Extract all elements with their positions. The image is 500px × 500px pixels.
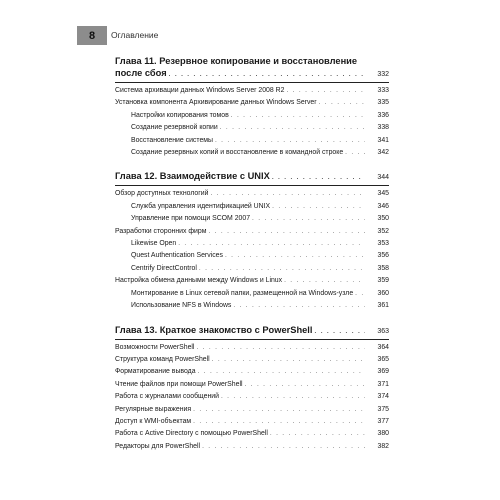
- toc-entry-page: 338: [377, 124, 389, 132]
- toc-entry[interactable]: [115, 201, 389, 213]
- toc-entry[interactable]: [115, 391, 389, 403]
- chapter-title: [115, 324, 389, 338]
- toc-entry-label: Глава 12. Взаимодействие с UNIX: [115, 171, 270, 182]
- toc-entry-label: Использование NFS в Windows: [131, 302, 232, 310]
- toc-entry-label: Управление при помощи SCOM 2007: [131, 215, 251, 223]
- toc-entry-label: Создание резервной копии: [131, 124, 218, 132]
- table-of-contents: [115, 55, 389, 464]
- toc-entry[interactable]: [115, 416, 389, 428]
- chapter-divider: [115, 185, 389, 186]
- toc-entry[interactable]: [115, 97, 389, 109]
- leader-dots: [286, 85, 365, 97]
- leader-dots: [212, 354, 365, 366]
- toc-entry-label: Настройка обмена данными между Windows и Linux: [115, 277, 283, 285]
- toc-entry-label: Глава 13. Краткое знакомство с PowerShell: [115, 324, 313, 335]
- leader-dots: [233, 300, 365, 312]
- toc-entry[interactable]: [115, 300, 389, 312]
- toc-entry-page: 346: [377, 202, 389, 210]
- toc-entry[interactable]: [115, 288, 389, 300]
- chapter-title-line: Глава 11. Резервное копирование и восстановление: [115, 56, 358, 66]
- toc-entry-page: 380: [377, 430, 389, 438]
- leader-dots: [345, 147, 365, 159]
- toc-entry-page: 358: [377, 264, 389, 272]
- leader-dots: [199, 263, 365, 275]
- leader-dots: [272, 201, 365, 213]
- toc-entry-label: Работа с журналами сообщений: [115, 393, 219, 401]
- toc-entry[interactable]: [115, 85, 389, 97]
- toc-entry-page: 352: [377, 227, 389, 235]
- toc-entry[interactable]: [115, 250, 389, 262]
- toc-entry-page: 335: [377, 99, 389, 107]
- toc-entry-label: Обзор доступных технологий: [115, 190, 209, 198]
- toc-entry-page: 365: [377, 355, 389, 363]
- toc-entry-label: после сбоя: [115, 68, 167, 78]
- page-header: [0, 26, 500, 45]
- toc-entry-page: 341: [377, 136, 389, 144]
- toc-entry-label: Монтирование в Linux сетевой папки, размещенной на Windows-узле: [131, 289, 354, 297]
- toc-entry-label: Восстановление системы: [131, 136, 213, 144]
- toc-entry-label: Редакторы для PowerShell: [115, 442, 201, 450]
- leader-dots: [252, 213, 365, 225]
- toc-entry[interactable]: [115, 354, 389, 366]
- toc-entry-page: 350: [377, 215, 389, 223]
- leader-dots: [208, 226, 365, 238]
- running-title: Оглавление: [111, 30, 159, 40]
- toc-entry[interactable]: [115, 263, 389, 275]
- chapter-divider: [115, 82, 389, 83]
- toc-entry[interactable]: [115, 428, 389, 440]
- leader-dots: [272, 172, 365, 184]
- toc-entry-label: Установка компонента Архивирование данных Windows Server: [115, 99, 317, 107]
- toc-entry[interactable]: [115, 170, 389, 184]
- toc-entry-label: Работа с Active Directory с помощью PowerShell: [115, 430, 268, 438]
- toc-entry-page: 333: [377, 87, 389, 94]
- toc-entry[interactable]: [115, 226, 389, 238]
- toc-entry-label: Форматирование вывода: [115, 368, 196, 376]
- leader-dots: [202, 441, 365, 453]
- toc-entry-page: 356: [377, 252, 389, 260]
- toc-entry-page: 342: [377, 149, 389, 157]
- toc-entry-label: Служба управления идентификацией UNIX: [131, 202, 271, 210]
- toc-entry-page: 345: [377, 190, 389, 198]
- toc-entry[interactable]: [115, 147, 389, 159]
- toc-entry-label: Quest Authentication Services: [131, 252, 223, 260]
- toc-entry[interactable]: [115, 135, 389, 147]
- toc-entry-page: 363: [377, 327, 389, 335]
- toc-entry[interactable]: [115, 342, 389, 354]
- toc-entry-page: 374: [377, 393, 389, 401]
- leader-dots: [221, 391, 365, 403]
- toc-entry-label: Создание резервных копий и восстановление в командной строке: [131, 149, 344, 157]
- toc-entry-page: 377: [377, 417, 389, 425]
- toc-entry-page: 382: [377, 442, 389, 450]
- toc-entry[interactable]: [115, 188, 389, 200]
- toc-entry-page: 344: [377, 174, 389, 182]
- leader-dots: [220, 122, 365, 134]
- toc-entry-label: Структура команд PowerShell: [115, 355, 210, 363]
- leader-dots: [193, 404, 365, 416]
- leader-dots: [169, 69, 365, 81]
- leader-dots: [319, 97, 365, 109]
- leader-dots: [314, 326, 365, 338]
- toc-entry-page: 369: [377, 368, 389, 376]
- leader-dots: [284, 275, 365, 287]
- toc-entry-label: Centrify DirectControl: [131, 264, 197, 272]
- chapter-divider: [115, 339, 389, 340]
- toc-entry-page: 371: [377, 380, 389, 388]
- toc-entry[interactable]: [115, 110, 389, 122]
- leader-dots: [210, 188, 365, 200]
- toc-entry-page: 375: [377, 405, 389, 413]
- toc-entry-page: 361: [377, 302, 389, 310]
- chapter-title: [115, 170, 389, 184]
- toc-entry-label: Разработки сторонних фирм: [115, 227, 207, 235]
- chapter-section: [115, 55, 389, 159]
- toc-entry-label: Возможности PowerShell: [115, 343, 195, 351]
- toc-entry[interactable]: [115, 67, 389, 81]
- toc-entry-label: Likewise Open: [131, 240, 177, 248]
- leader-dots: [178, 238, 365, 250]
- toc-entry[interactable]: [115, 441, 389, 453]
- leader-dots: [270, 428, 365, 440]
- toc-entry[interactable]: [115, 275, 389, 287]
- toc-entry-page: 332: [377, 71, 389, 78]
- toc-entry[interactable]: [115, 404, 389, 416]
- leader-dots: [225, 250, 365, 262]
- chapter-section: [115, 324, 389, 454]
- leader-dots: [196, 342, 365, 354]
- toc-entry-label: Система архивации данных Windows Server 2008 R2: [115, 87, 285, 94]
- page-number: 8: [77, 26, 107, 45]
- toc-entry-label: Настройки копирования томов: [131, 111, 229, 119]
- leader-dots: [193, 416, 365, 428]
- toc-entry[interactable]: [115, 324, 389, 338]
- chapter-section: [115, 170, 389, 312]
- chapter-title: [115, 55, 389, 81]
- toc-entry-label: Чтение файлов при помощи PowerShell: [115, 380, 243, 388]
- leader-dots: [231, 110, 365, 122]
- leader-dots: [215, 135, 365, 147]
- toc-entry[interactable]: [115, 379, 389, 391]
- leader-dots: [245, 379, 365, 391]
- leader-dots: [198, 366, 365, 378]
- toc-entry-page: 336: [377, 111, 389, 119]
- toc-entry-label: Регулярные выражения: [115, 405, 192, 413]
- leader-dots: [355, 288, 365, 300]
- toc-entry-page: 360: [377, 289, 389, 297]
- toc-entry-page: 359: [377, 277, 389, 285]
- toc-entry[interactable]: [115, 366, 389, 378]
- toc-entry-page: 364: [377, 343, 389, 351]
- toc-entry-label: Доступ к WMI-объектам: [115, 417, 192, 425]
- toc-entry[interactable]: [115, 238, 389, 250]
- toc-entry-page: 353: [377, 240, 389, 248]
- toc-entry[interactable]: [115, 213, 389, 225]
- toc-entry[interactable]: [115, 122, 389, 134]
